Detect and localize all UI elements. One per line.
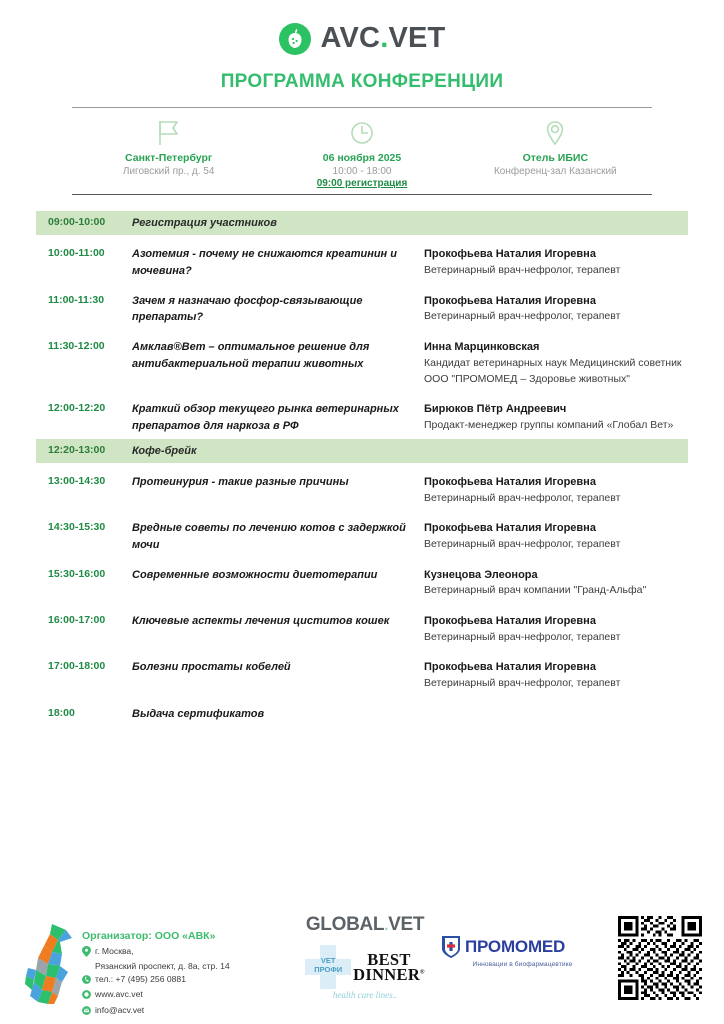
sponsor-promomed: [440, 914, 605, 968]
schedule-topic: Кофе-брейк: [132, 444, 197, 457]
schedule-row: [36, 604, 688, 650]
schedule-speaker: [424, 246, 688, 279]
schedule-speaker: [424, 401, 688, 434]
brand-name-sub: VET: [388, 22, 446, 54]
speaker-role: Ветеринарный врач-нефролог, терапевт: [424, 491, 621, 504]
schedule-row: [36, 697, 688, 727]
location-pin-icon: [82, 945, 91, 960]
organizer-street-line: [82, 960, 230, 972]
vet-profi-cross-icon: [305, 945, 351, 989]
info-date-title: 06 ноября 2025: [322, 152, 402, 164]
page-footer: [0, 914, 724, 1018]
schedule-speaker: [424, 474, 688, 506]
schedule-time: 15:30-16:00: [48, 567, 106, 580]
schedule-time: 11:00-11:30: [48, 293, 105, 306]
speaker-name: Прокофьева Наталия Игоревна: [424, 615, 596, 628]
promomed-shield-icon: [440, 934, 462, 960]
schedule-time: 11:30-12:00: [48, 340, 105, 353]
qr-code-icon[interactable]: [618, 916, 702, 1000]
speaker-name: Кузнецова Элеонора: [424, 568, 538, 581]
schedule-topic: Азотемия - почему не снижаются креатинин и мочевина?: [132, 248, 397, 277]
speaker-name: Инна Марцинковская: [424, 341, 540, 354]
schedule-speaker: [424, 567, 688, 599]
info-column-city: [72, 116, 265, 177]
speaker-role: Ветеринарный врач-нефролог, терапевт: [424, 676, 621, 689]
sponsor-global-vet: [290, 914, 440, 1000]
schedule-time: 17:00-18:00: [48, 660, 106, 673]
schedule-topic: Протеинурия - такие разные причины: [132, 476, 349, 489]
schedule-row: [36, 392, 688, 439]
schedule-row: [36, 237, 688, 284]
speaker-name: Прокофьева Наталия Игоревна: [424, 294, 596, 307]
global-vet-logo: [290, 914, 440, 936]
vet-profi-line2: ПРОФИ: [314, 964, 343, 974]
envelope-icon: [82, 1004, 91, 1019]
speaker-role: Ветеринарный врач-нефролог, терапевт: [424, 263, 621, 276]
schedule-topic: Вредные советы по лечению котов с задержкой мочи: [132, 522, 406, 551]
speaker-name: Прокофьева Наталия Игоревна: [424, 661, 596, 674]
best-dinner-line1: BEST: [367, 949, 411, 969]
speaker-name: Прокофьева Наталия Игоревна: [424, 476, 596, 489]
schedule-row: [36, 650, 688, 696]
schedule-speaker: [424, 293, 688, 326]
flag-icon: [72, 116, 265, 150]
organizer-email: info@acv.vet: [95, 1004, 145, 1015]
schedule-speaker: [424, 339, 688, 387]
schedule-time: 12:00-12:20: [48, 402, 106, 415]
organizer-city: г. Москва,: [95, 946, 134, 956]
organizer-phone-line[interactable]: [82, 973, 230, 988]
organizer-email-line[interactable]: [82, 1004, 230, 1019]
schedule-topic: Амклав®Вет – оптимальное решение для антибактериальной терапии животных: [132, 341, 370, 370]
info-city-sub: Лиговский пр., д. 54: [122, 166, 215, 177]
organizer-contact: [82, 920, 230, 1019]
global-vet-suffix: VET: [388, 914, 425, 935]
schedule-row: [36, 511, 688, 558]
origami-animal-logo: [22, 920, 76, 1006]
registration-note: 09:00 регистрация: [316, 178, 408, 189]
schedule-topic: Болезни простаты кобелей: [132, 661, 291, 674]
schedule-time: 10:00-11:00: [48, 247, 105, 260]
schedule-topic: Зачем я назначаю фосфор-связывающие препараты?: [132, 294, 363, 324]
best-dinner-logo: [290, 945, 440, 989]
schedule-speaker: [424, 706, 688, 722]
schedule-row: [36, 558, 688, 604]
organizer-street: Рязанский проспект, д. 8а, стр. 14: [95, 961, 230, 972]
info-column-venue: [459, 116, 652, 177]
best-dinner-tagline: health care lines..: [332, 990, 398, 1000]
qr-code-block[interactable]: [605, 914, 702, 1000]
schedule-time: 13:00-14:30: [48, 475, 106, 488]
speaker-role: Ветеринарный врач-нефролог, терапевт: [424, 537, 621, 550]
schedule-topic: Современные возможности диетотерапии: [132, 568, 378, 581]
brand-name-dot: .: [380, 22, 389, 54]
schedule-topic: Ключевые аспекты лечения циститов кошек: [132, 615, 390, 628]
promomed-wordmark: ПРОМОМЕD: [465, 937, 566, 956]
apple-leaf-icon: [279, 23, 311, 55]
globe-icon: [82, 988, 91, 1003]
speaker-name: Прокофьева Наталия Игоревна: [424, 248, 596, 261]
schedule-table: [36, 211, 688, 727]
best-dinner-wordmark: [353, 949, 425, 984]
schedule-time: 09:00-10:00: [48, 216, 106, 228]
global-vet-name: GLOBAL: [305, 914, 385, 935]
brand-wordmark: [321, 22, 446, 55]
schedule-speaker: [424, 659, 688, 691]
organizer-website: www.avc.vet: [95, 989, 143, 1000]
event-info-bar: [72, 107, 652, 195]
schedule-time: 18:00: [48, 706, 75, 719]
schedule-speaker: [424, 520, 688, 553]
speaker-role: Кандидат ветеринарных наук Медицинский советник ООО "ПРОМОМЕД – Здоровье животных": [424, 356, 682, 385]
schedule-time: 14:30-15:30: [48, 521, 106, 534]
global-vet-dot: .: [384, 917, 389, 934]
organizer-website-line[interactable]: [82, 988, 230, 1003]
organizer-block: [22, 914, 290, 1019]
brand-name-main: AVC: [320, 22, 381, 54]
schedule-topic: Выдача сертификатов: [132, 707, 265, 720]
schedule-band-row: [36, 439, 688, 463]
organizer-city-line: [82, 945, 230, 960]
schedule-speaker: [424, 613, 688, 645]
schedule-row: [36, 330, 688, 392]
registered-mark: ®: [420, 969, 425, 976]
schedule-row: [36, 284, 688, 331]
clock-icon: [265, 116, 458, 150]
info-venue-title: Отель ИБИС: [522, 152, 589, 164]
location-pin-icon: [459, 116, 652, 150]
schedule-time: 12:20-13:00: [48, 443, 106, 456]
info-city-title: Санкт-Петербург: [125, 152, 213, 164]
info-date-sub: 10:00 - 18:00: [332, 166, 392, 177]
speaker-name: Прокофьева Наталия Игоревна: [424, 522, 596, 535]
best-dinner-line2: DINNER®: [353, 965, 425, 984]
speaker-role: Продакт-менеджер группы компаний «Глобал Вет»: [424, 418, 674, 431]
vet-profi-line1: VET: [320, 956, 336, 965]
schedule-band-row: [36, 211, 688, 235]
info-venue-sub: Конференц-зал Казанский: [493, 166, 617, 177]
schedule-topic: Регистрация участников: [132, 217, 277, 229]
phone-icon: [82, 973, 91, 988]
speaker-name: Бирюков Пётр Андреевич: [424, 403, 567, 416]
promomed-tagline: Инновации в биофармацевтике: [472, 961, 573, 968]
speaker-role: Ветеринарный врач-нефролог, терапевт: [424, 630, 621, 643]
schedule-topic: Краткий обзор текущего рынка ветеринарных препаратов для наркоза в РФ: [132, 403, 399, 432]
organizer-phone: тел.: +7 (495) 256 0881: [95, 973, 186, 984]
info-column-date: [265, 116, 458, 177]
speaker-role: Ветеринарный врач компании "Гранд-Альфа": [424, 584, 647, 597]
brand-header: [0, 0, 724, 55]
organizer-heading: Организатор: ООО «АВК»: [82, 930, 216, 942]
page-title: ПРОГРАММА КОНФЕРЕНЦИИ: [220, 71, 504, 92]
schedule-row: [36, 465, 688, 511]
speaker-role: Ветеринарный врач-нефролог, терапевт: [424, 310, 621, 323]
schedule-time: 16:00-17:00: [48, 614, 106, 627]
